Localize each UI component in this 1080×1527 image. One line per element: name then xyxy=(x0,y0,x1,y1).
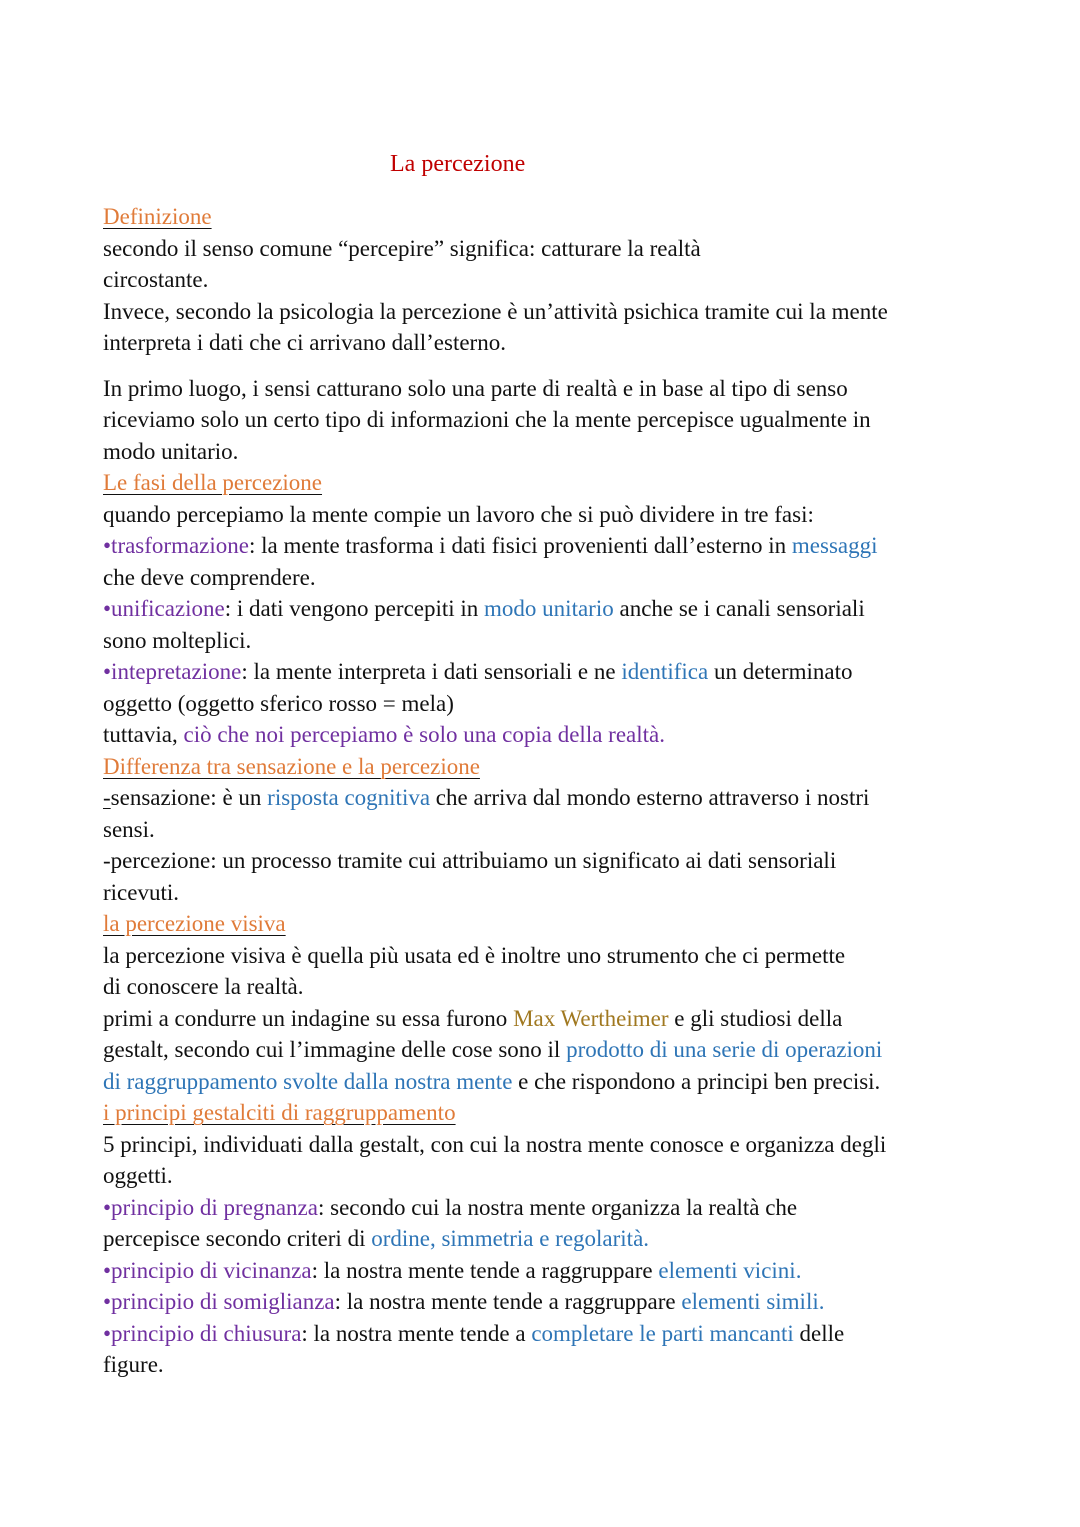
text-line xyxy=(103,373,1003,405)
highlighted-text: modo unitario xyxy=(484,596,614,621)
text-segment: figure. xyxy=(103,1352,164,1377)
text-segment: Invece, secondo la psicologia la percezione è un’attività psichica tramite cui la mente xyxy=(103,298,888,324)
text-segment: la percezione visiva è quella più usata ed è inoltre uno strumento che ci permette xyxy=(103,942,846,968)
text-segment: oggetto (oggetto sferico rosso = mela) xyxy=(103,690,454,716)
text-line xyxy=(103,436,1003,468)
text-line xyxy=(103,688,1003,720)
text-segment: : la nostra mente tende a xyxy=(301,1320,532,1346)
text-segment: In primo luogo, i sensi catturano solo una parte di realtà e in base al tipo di senso xyxy=(103,375,848,401)
highlighted-text: •principio di chiusura xyxy=(103,1320,302,1346)
highlighted-text: •trasformazione xyxy=(103,533,249,558)
highlighted-text: identifica xyxy=(621,659,709,684)
text-segment: : la nostra mente tende a raggruppare xyxy=(311,1257,659,1283)
text-line xyxy=(103,625,1003,657)
text-line xyxy=(103,233,1003,265)
text-line xyxy=(103,1223,1003,1255)
text-line xyxy=(103,719,1003,751)
highlighted-text: ordine, simmetria e regolarità. xyxy=(371,1226,650,1251)
text-line xyxy=(103,1003,1003,1035)
text-line xyxy=(103,971,1003,1003)
text-line xyxy=(103,296,1003,328)
text-segment: oggetti. xyxy=(103,1163,173,1188)
text-segment: che deve comprendere. xyxy=(103,564,316,590)
text-segment: percepisce secondo criteri di xyxy=(103,1226,372,1251)
highlighted-text: elementi vicini. xyxy=(658,1257,802,1283)
text-segment: sensazione: è un xyxy=(110,785,268,810)
page-title: La percezione xyxy=(390,151,526,177)
text-segment: tuttavia, xyxy=(103,722,184,747)
text-line xyxy=(103,1318,1003,1350)
text-line xyxy=(103,845,1003,877)
highlighted-text: elementi simili. xyxy=(681,1289,825,1314)
text-line xyxy=(103,656,1003,688)
section-heading xyxy=(103,908,1003,940)
highlighted-text: risposta cognitiva xyxy=(267,785,431,810)
highlighted-text: •intepretazione xyxy=(103,659,242,684)
text-segment: un determinato xyxy=(708,659,853,684)
highlighted-text: prodotto di una serie di operazioni xyxy=(566,1037,883,1062)
text-line xyxy=(103,782,1003,814)
document-body xyxy=(103,201,1003,1381)
text-line xyxy=(103,1192,1003,1224)
text-segment: 5 principi, individuati dalla gestalt, con cui la nostra mente conosce e organizza degli xyxy=(103,1131,887,1157)
text-segment: : la mente trasforma i dati fisici provenienti dall’esterno in xyxy=(249,533,792,558)
text-segment: ricevuti. xyxy=(103,879,179,905)
highlighted-text: •principio di vicinanza xyxy=(103,1257,312,1283)
section-heading xyxy=(103,1097,1003,1129)
text-line xyxy=(103,404,1003,436)
highlighted-text: ciò che noi percepiamo è solo una copia della realtà. xyxy=(183,722,665,747)
highlighted-text: di raggruppamento svolte dalla nostra mente xyxy=(103,1068,513,1094)
text-line xyxy=(103,1034,1003,1066)
highlighted-text: •principio di pregnanza xyxy=(103,1194,318,1220)
highlighted-text: Max Wertheimer xyxy=(513,1005,669,1031)
section-heading xyxy=(103,201,1003,233)
text-segment: e gli studiosi della xyxy=(668,1005,843,1031)
text-line xyxy=(103,264,1003,296)
highlighted-text: i principi gestalciti di raggruppamento xyxy=(103,1100,456,1125)
text-segment: riceviamo solo un certo tipo di informazioni che la mente percepisce ugualmente in xyxy=(103,407,871,432)
text-segment: sono molteplici. xyxy=(103,627,252,653)
text-line xyxy=(103,1160,1003,1192)
text-line xyxy=(103,562,1003,594)
text-segment: : la mente interpreta i dati sensoriali e ne xyxy=(241,659,622,684)
highlighted-text: Le fasi della percezione xyxy=(103,470,323,495)
text-line xyxy=(103,1129,1003,1161)
highlighted-text: la percezione visiva xyxy=(103,911,286,936)
text-segment: : i dati vengono percepiti in xyxy=(224,596,485,621)
text-segment: sensi. xyxy=(103,816,155,842)
text-segment: e che rispondono a principi ben precisi. xyxy=(512,1068,881,1094)
text-line xyxy=(103,327,1003,359)
text-segment: che arriva dal mondo esterno attraverso i nostri xyxy=(430,785,870,810)
highlighted-text: •unificazione xyxy=(103,596,225,621)
text-segment: circostante. xyxy=(103,267,209,292)
text-segment: interpreta i dati che ci arrivano dall’esterno. xyxy=(103,330,506,355)
text-segment: modo unitario. xyxy=(103,438,239,464)
text-segment: di conoscere la realtà. xyxy=(103,974,304,999)
text-segment: -percezione: un processo tramite cui attribuiamo un significato ai dati sensoriali xyxy=(103,848,837,873)
text-line xyxy=(103,1066,1003,1098)
text-line xyxy=(103,1255,1003,1287)
text-line xyxy=(103,593,1003,625)
text-segment: - xyxy=(103,785,111,810)
highlighted-text: completare le parti mancanti xyxy=(531,1320,794,1346)
section-heading xyxy=(103,751,1003,783)
highlighted-text: messaggi xyxy=(791,533,878,558)
paragraph-gap xyxy=(103,359,1003,373)
text-segment: : secondo cui la nostra mente organizza la realtà che xyxy=(317,1194,798,1220)
text-line xyxy=(103,1349,1003,1381)
text-line xyxy=(103,530,1003,562)
text-line xyxy=(103,877,1003,909)
text-segment: primi a condurre un indagine su essa furono xyxy=(103,1005,514,1031)
text-segment: gestalt, secondo cui l’immagine delle cose sono il xyxy=(103,1037,567,1062)
text-segment: anche se i canali sensoriali xyxy=(613,596,865,621)
highlighted-text: •principio di somiglianza xyxy=(103,1289,335,1314)
highlighted-text: Definizione xyxy=(103,204,212,229)
text-segment: secondo il senso comune “percepire” significa: catturare la realtà xyxy=(103,235,701,261)
section-heading xyxy=(103,467,1003,499)
text-segment: : la nostra mente tende a raggruppare xyxy=(334,1289,682,1314)
highlighted-text: Differenza tra sensazione e la percezione xyxy=(103,753,480,779)
text-segment: quando percepiamo la mente compie un lavoro che si può dividere in tre fasi: xyxy=(103,501,814,527)
text-line xyxy=(103,814,1003,846)
text-line xyxy=(103,499,1003,531)
text-segment: delle xyxy=(793,1320,845,1346)
text-line xyxy=(103,1286,1003,1318)
text-line xyxy=(103,940,1003,972)
